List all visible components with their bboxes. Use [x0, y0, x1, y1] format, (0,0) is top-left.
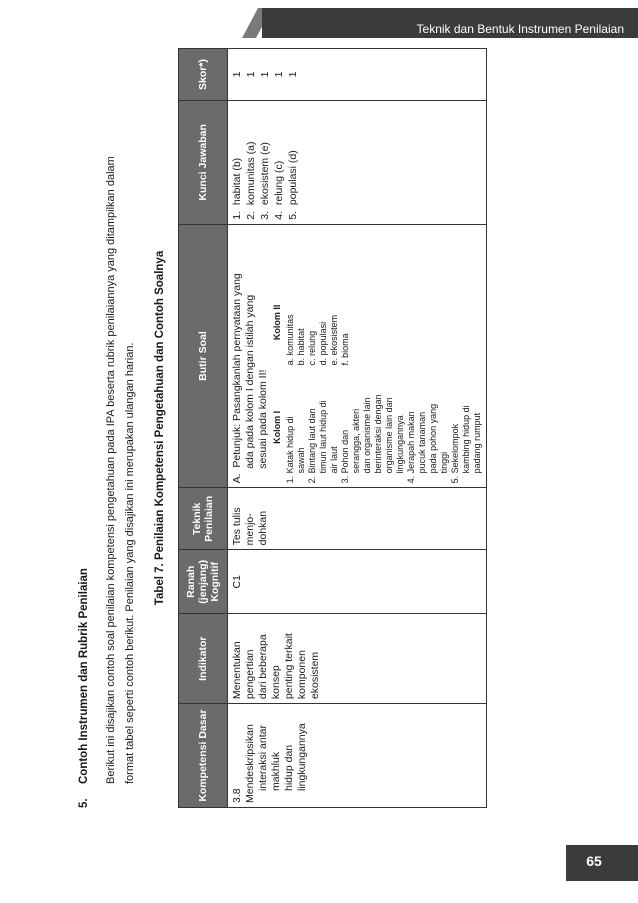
text-line: 3. ekosistem (e) [259, 142, 271, 220]
cell-kd [228, 704, 487, 808]
cell-ranah [228, 550, 487, 614]
text-line: 3. Pohon dan [340, 429, 350, 484]
text-line: organisme lain dan [384, 397, 394, 484]
intro-line: Berikut ini disajikan contoh soal penilaian kompetensi pengetahuan pada IPA beserta rubrik penilaiannya yang ditampilkan dalam [105, 156, 117, 784]
text-line: c. relung [307, 330, 317, 366]
text-line: 1 [287, 71, 299, 78]
text-line: sesuai pada kolom II! [257, 369, 269, 484]
header-bar [0, 0, 638, 38]
text-line: komponen [296, 650, 308, 700]
header-indikator: Indikator [179, 614, 228, 704]
text-line: b. habitat [296, 328, 306, 366]
text-line: ekosistem [309, 651, 321, 700]
text-line: 1 [273, 71, 285, 78]
text-line: e. ekosistem [329, 314, 339, 366]
text-line: timun laut hidup di [318, 400, 328, 484]
rotated-content [70, 48, 482, 808]
page-number: 65 [586, 853, 602, 869]
header-skor: Skor*) [179, 49, 228, 101]
text-line: f. bioma [340, 333, 350, 366]
matching-columns [272, 229, 483, 484]
text-line: makhluk [270, 751, 282, 791]
text-line: lingkungannya [296, 723, 308, 791]
text-line: a. komunitas [285, 314, 295, 366]
text-line: 2. komunitas (a) [245, 141, 257, 220]
text-line: penting terkait [283, 633, 295, 700]
text-line: Menentukan [231, 641, 243, 700]
text-line: A. Petunjuk: Pasangkanlah pernyataan yang [231, 273, 243, 484]
text-line: menjo- [244, 513, 256, 546]
ranah-value: C1 [231, 575, 243, 589]
header-kunci: Kunci Jawaban [179, 100, 228, 224]
text-line: padang rumput [472, 412, 482, 484]
text-line: serangga, akteri [351, 408, 361, 484]
header-kd: Kompetensi Dasar [179, 704, 228, 808]
intro-line: format tabel seperti contoh berikut. Penilaian yang disajikan ini merupakan ulangan harian. [124, 342, 136, 784]
text-line: 1 [231, 71, 243, 78]
kolom-2 [272, 279, 483, 365]
cell-kunci [228, 100, 487, 224]
header-butir: Butir Soal [179, 224, 228, 488]
text-line: air laut [329, 446, 339, 484]
kolom-2-title: Kolom II [272, 304, 282, 341]
text-line: 2. Bintang laut dan [307, 408, 317, 484]
table-caption: Tabel 7. Penilaian Kompetensi Pengetahuan dan Contoh Soalnya [154, 250, 166, 606]
header-band [262, 8, 638, 38]
text-line: lingkungannya [395, 415, 405, 484]
cell-butir [228, 224, 487, 488]
cell-indikator [228, 614, 487, 704]
text-line: 1. habitat (b) [231, 157, 243, 220]
text-line: 4. relung (c) [273, 160, 285, 220]
page-number-box [566, 845, 638, 881]
text-line: d. populasi [318, 321, 328, 366]
header-title: Teknik dan Bentuk Instrumen Penilaian [416, 22, 624, 36]
text-line: 5. Sekelompok [450, 423, 460, 484]
text-line: pucuk tanaman [417, 411, 427, 484]
header-teknik: Teknik Penilaian [179, 488, 228, 550]
kolom-1-title: Kolom I [272, 410, 282, 444]
table-header-row [179, 49, 228, 808]
section-title: Contoh Instrumen dan Rubrik Penilaian [78, 568, 90, 784]
text-line: dari beberapa [257, 634, 269, 700]
header-ranah: Ranah (jenjang) Kognitif [179, 550, 228, 614]
text-line: hidup dan [283, 744, 295, 791]
text-line: 5. populasi (d) [287, 150, 299, 220]
text-line: berinteraksi dengan [373, 394, 383, 484]
text-line: dohkan [257, 510, 269, 546]
text-line: interaksi antar [257, 725, 269, 791]
table-row [228, 49, 487, 808]
text-line: pada pohon yang [428, 403, 438, 484]
kolom-1 [272, 371, 483, 483]
text-line: ada pada kolom I dengan istilah yang [244, 294, 256, 484]
section-intro [102, 84, 140, 784]
text-line: Tes tulis [231, 507, 243, 546]
text-line: 1 [245, 71, 257, 78]
text-line: pengertian [244, 649, 256, 700]
text-line: tinggi [439, 451, 449, 484]
text-line: 4. Jerapah makan [406, 411, 416, 484]
text-line: 1. Katak hidup di [285, 416, 295, 484]
text-line: kambing hidup di [461, 405, 471, 484]
text-line: konsep [270, 665, 282, 700]
section-number: 5. [78, 798, 90, 808]
text-line: dan organisme lain [362, 397, 372, 484]
text-line: sawah [296, 447, 306, 484]
text-line: 3.8 Mendeskripsikan [231, 724, 256, 803]
cell-skor [228, 49, 487, 101]
assessment-table [178, 48, 487, 808]
text-line: 1 [259, 71, 271, 78]
cell-teknik [228, 488, 487, 550]
